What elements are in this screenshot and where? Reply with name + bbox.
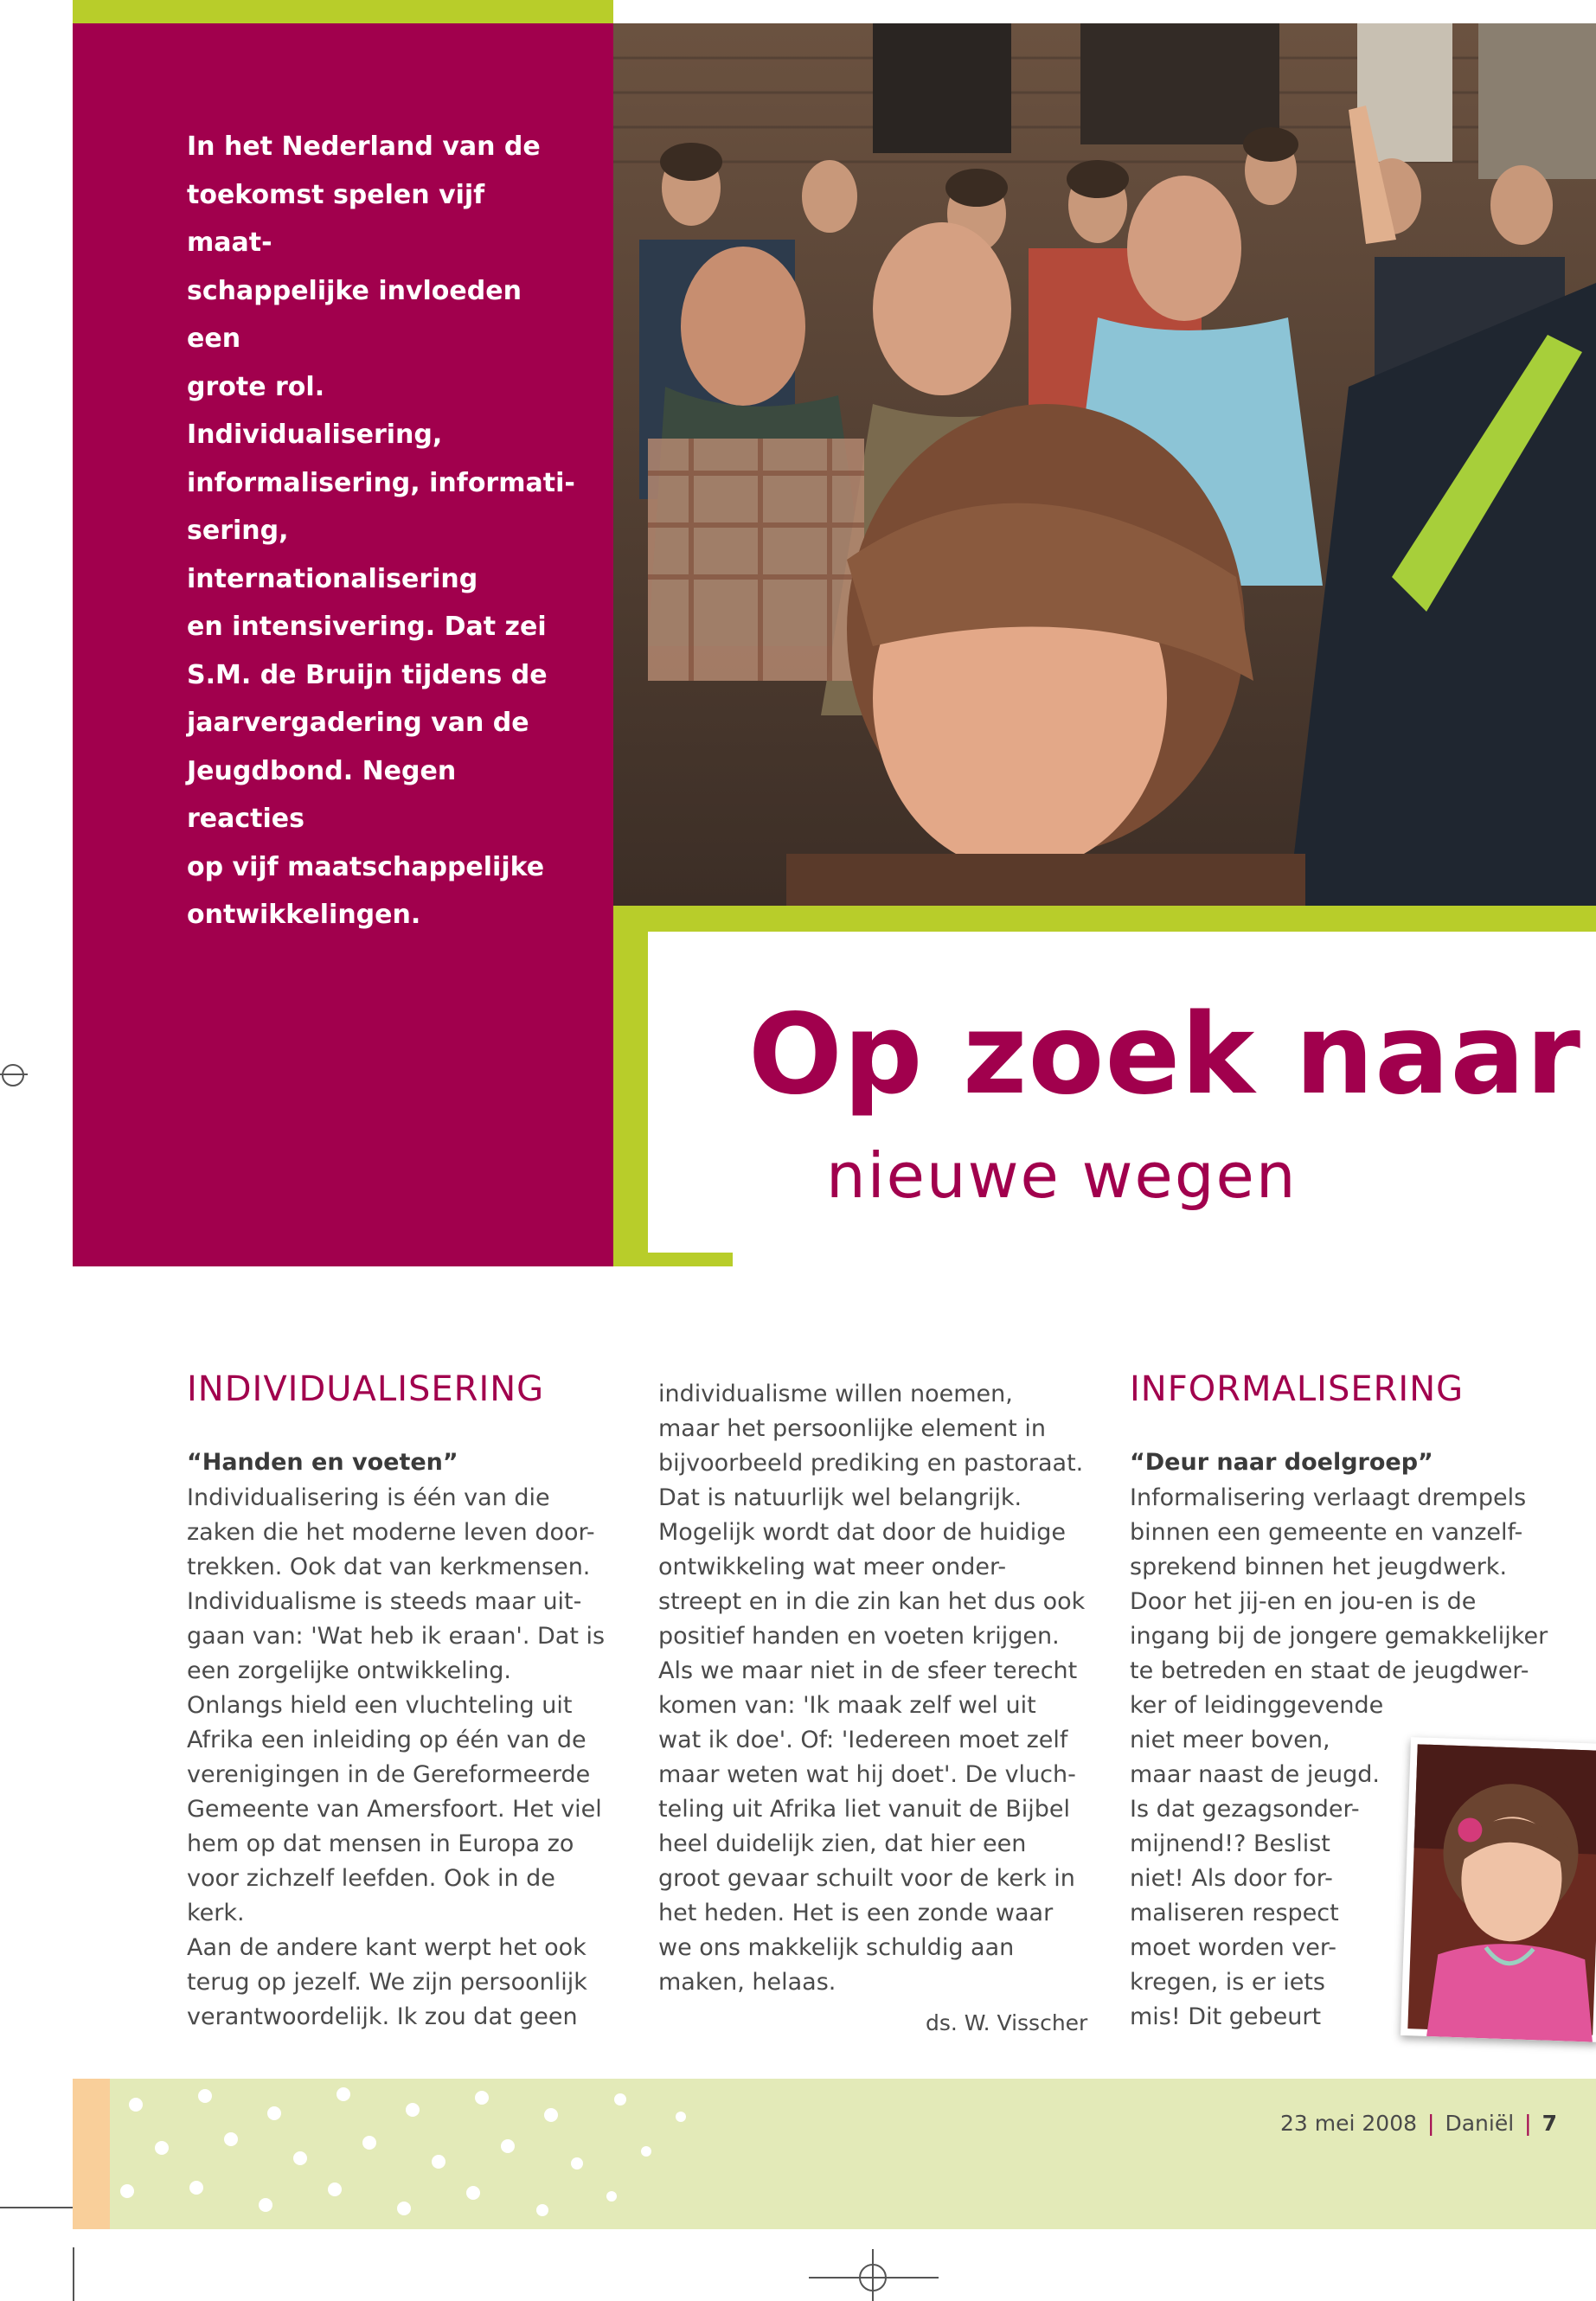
portrait-photo xyxy=(1401,1737,1596,2042)
footer-separator: | xyxy=(1427,2111,1435,2136)
section-heading-individualisering: INDIVIDUALISERING xyxy=(187,1369,545,1409)
footer-peach-tab xyxy=(73,2079,110,2229)
section-subheading: “Handen en voeten” xyxy=(187,1449,458,1476)
section-body-text: Individualisering is één van die zaken die het moderne leven door- trekken. Ook dat van kerkmensen. Individualisme is steeds maar uit- gaan van: 'Wat heb ik eraan'. Dat is een zorgelijke ontwikkeling. Onlangs hield een vluchteling uit Afrika een inleiding op één van de verenigingen in de Gereformeerde Gemeente van Amersfoort. Het viel hem op dat mensen in Europa zo voor zichzelf leefden. Ook in de kerk. Aan de andere kant werpt het ook terug op jezelf. We zijn persoonlijk verantwoordelijk. Ik zou dat geen xyxy=(187,1484,606,2030)
title-frame-top xyxy=(613,906,1596,932)
title-frame-bottom xyxy=(613,1253,733,1266)
article-subtitle: nieuwe wegen xyxy=(826,1139,1298,1212)
section-heading-informalisering: INFORMALISERING xyxy=(1130,1369,1465,1409)
footer-separator: | xyxy=(1524,2111,1532,2136)
footer-magazine: Daniël xyxy=(1445,2111,1515,2136)
footer-date: 23 mei 2008 xyxy=(1280,2111,1418,2136)
intro-text: In het Nederland van de toekomst spelen vijf maat- schappelijke invloeden een grote rol. Individualisering, informalisering, informati- sering, internationalisering en intensivering. Dat zei S.M. de Bruijn tijdens de jaarvergadering van de Jeugdbond. Negen reacties op vijf maatschappelijke ontwikkelingen. xyxy=(187,131,575,930)
footer-band xyxy=(110,2079,1596,2229)
article-title: Op zoek naar xyxy=(748,990,1581,1119)
section-subheading: “Deur naar doelgroep” xyxy=(1130,1449,1433,1476)
top-accent-strip xyxy=(73,0,613,23)
page-number: 7 xyxy=(1542,2111,1557,2136)
page-footer xyxy=(1280,2111,1557,2136)
section-body-text-continued: individualisme willen noemen, maar het persoonlijke element in bijvoorbeeld prediking en pastoraat. Dat is natuurlijk wel belangrijk. Mogelijk wordt dat door de huidige ontwikkeling wat meer onder- streept en in die zin kan het dus ook positief handen en voeten krijgen. Als we maar niet in de sfeer terecht komen van: 'Ik maak zelf wel uit wat ik doe'. Of: 'Iedereen moet zelf maar weten wat hij doet'. De vluch- teling uit Afrika liet vanuit de Bijbel heel duidelijk zien, dat hier een groot gevaar schuilt voor de kerk in het heden. Het is een zonde waar we ons makkelijk schuldig aan maken, helaas. xyxy=(658,1381,1086,1996)
section-body-text: Informalisering verlaagt drempels binnen een gemeente en vanzelf- sprekend binnen het jeugdwerk. Door het jij-en en jou-en is de ingang bij de jongere gemakkelijker te betreden en staat de jeugdwer- ker of leidinggevende niet meer boven, maar naast de jeugd. Is dat gezagsonder- mijnend!? Beslist niet! Als door for- maliseren respect moet worden ver- kregen, is er iets mis! Dit gebeurt xyxy=(1130,1484,1548,2030)
title-frame-left xyxy=(613,906,648,1266)
crop-mark xyxy=(0,2207,73,2208)
crop-mark xyxy=(73,2247,74,2301)
footer-dot-pattern xyxy=(110,2079,715,2229)
author-signature: ds. W. Visscher xyxy=(926,2010,1088,2035)
audience-photo xyxy=(613,23,1596,906)
registration-mark xyxy=(2,1064,24,1086)
registration-mark xyxy=(859,2264,887,2291)
